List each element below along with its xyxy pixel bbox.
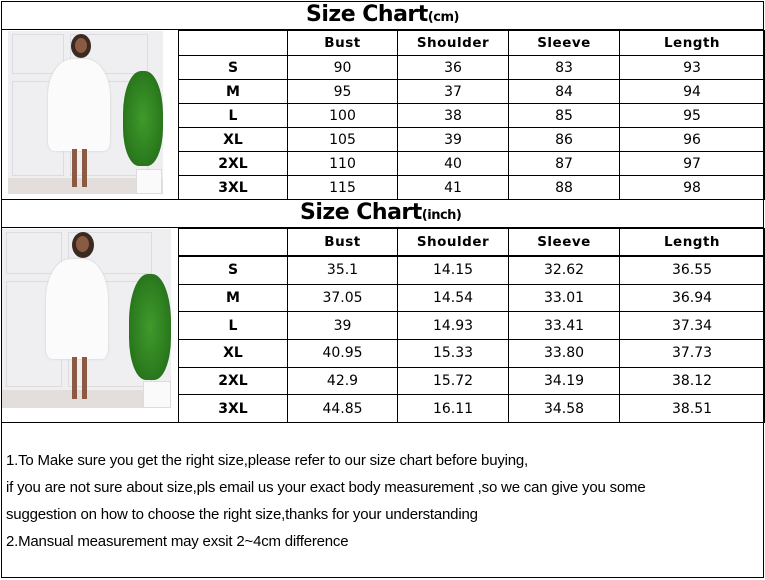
shoulder-cell: 14.15 — [398, 256, 509, 285]
size-cell: L — [179, 104, 288, 128]
divider — [1, 422, 764, 423]
size-cell: 3XL — [179, 395, 288, 423]
size-table-inch — [178, 228, 765, 423]
size-cell: 2XL — [179, 152, 288, 176]
length-cell: 37.34 — [620, 312, 765, 340]
shoulder-cell: 39 — [398, 128, 509, 152]
length-cell: 96 — [620, 128, 765, 152]
table-row — [179, 339, 765, 367]
shoulder-cell: 40 — [398, 152, 509, 176]
header-sleeve: Sleeve — [509, 31, 620, 56]
table-row — [179, 256, 765, 285]
cm-unit-label: (cm) — [427, 10, 459, 25]
shoulder-cell: 37 — [398, 80, 509, 104]
shoulder-cell: 14.93 — [398, 312, 509, 340]
shoulder-cell: 36 — [398, 56, 509, 80]
shoulder-cell: 15.72 — [398, 367, 509, 395]
sleeve-cell: 88 — [509, 176, 620, 200]
table-row — [179, 367, 765, 395]
size-cell: S — [179, 56, 288, 80]
header-sleeve: Sleeve — [509, 229, 620, 256]
size-table-cm — [178, 30, 765, 200]
table-row — [179, 176, 765, 200]
table-row — [179, 80, 765, 104]
bust-cell: 39 — [288, 312, 398, 340]
shoulder-cell: 14.54 — [398, 284, 509, 312]
header-size — [179, 229, 288, 256]
bust-cell: 110 — [288, 152, 398, 176]
sleeve-cell: 83 — [509, 56, 620, 80]
size-cell: M — [179, 284, 288, 312]
table-row — [179, 312, 765, 340]
bust-cell: 44.85 — [288, 395, 398, 423]
sleeve-cell: 85 — [509, 104, 620, 128]
length-cell: 98 — [620, 176, 765, 200]
bust-cell: 42.9 — [288, 367, 398, 395]
table-row — [179, 284, 765, 312]
product-photo-inch — [2, 229, 171, 408]
note-line: suggestion on how to choose the right size,thanks for your understanding — [6, 506, 478, 523]
sleeve-cell: 34.19 — [509, 367, 620, 395]
bust-cell: 40.95 — [288, 339, 398, 367]
sleeve-cell: 33.80 — [509, 339, 620, 367]
sleeve-cell: 84 — [509, 80, 620, 104]
header-shoulder: Shoulder — [398, 229, 509, 256]
inch-chart-title — [300, 200, 461, 225]
table-row — [179, 395, 765, 423]
table-row — [179, 128, 765, 152]
bust-cell: 37.05 — [288, 284, 398, 312]
length-cell: 38.12 — [620, 367, 765, 395]
table-header-row — [179, 31, 765, 56]
header-bust: Bust — [288, 31, 398, 56]
note-line: 2.Mansual measurement may exsit 2~4cm difference — [6, 533, 349, 550]
table-row — [179, 152, 765, 176]
sizing-notes — [6, 447, 645, 555]
size-cell: 2XL — [179, 367, 288, 395]
sleeve-cell: 87 — [509, 152, 620, 176]
header-length: Length — [620, 31, 765, 56]
table-row — [179, 56, 765, 80]
sleeve-cell: 33.01 — [509, 284, 620, 312]
size-cell: XL — [179, 128, 288, 152]
sleeve-cell: 86 — [509, 128, 620, 152]
sleeve-cell: 34.58 — [509, 395, 620, 423]
length-cell: 94 — [620, 80, 765, 104]
note-line: 1.To Make sure you get the right size,please refer to our size chart before buying, — [6, 452, 529, 469]
cm-chart-title — [306, 2, 459, 27]
bust-cell: 115 — [288, 176, 398, 200]
length-cell: 95 — [620, 104, 765, 128]
length-cell: 36.55 — [620, 256, 765, 285]
inch-title-text: Size Chart — [300, 200, 422, 225]
inch-unit-label: (inch) — [421, 208, 462, 223]
size-cell: XL — [179, 339, 288, 367]
header-size — [179, 31, 288, 56]
length-cell: 37.73 — [620, 339, 765, 367]
size-cell: M — [179, 80, 288, 104]
shoulder-cell: 41 — [398, 176, 509, 200]
size-cell: S — [179, 256, 288, 285]
header-shoulder: Shoulder — [398, 31, 509, 56]
shoulder-cell: 38 — [398, 104, 509, 128]
product-photo-cm — [8, 31, 163, 194]
header-length: Length — [620, 229, 765, 256]
bust-cell: 105 — [288, 128, 398, 152]
length-cell: 38.51 — [620, 395, 765, 423]
table-row — [179, 104, 765, 128]
size-cell: 3XL — [179, 176, 288, 200]
sleeve-cell: 32.62 — [509, 256, 620, 285]
shoulder-cell: 15.33 — [398, 339, 509, 367]
header-bust: Bust — [288, 229, 398, 256]
length-cell: 36.94 — [620, 284, 765, 312]
length-cell: 93 — [620, 56, 765, 80]
length-cell: 97 — [620, 152, 765, 176]
bust-cell: 95 — [288, 80, 398, 104]
bust-cell: 35.1 — [288, 256, 398, 285]
table-header-row — [179, 229, 765, 256]
bust-cell: 100 — [288, 104, 398, 128]
sleeve-cell: 33.41 — [509, 312, 620, 340]
size-cell: L — [179, 312, 288, 340]
shoulder-cell: 16.11 — [398, 395, 509, 423]
note-line: if you are not sure about size,pls email us your exact body measurement ,so we can give you some — [6, 479, 646, 496]
cm-title-text: Size Chart — [306, 2, 428, 27]
bust-cell: 90 — [288, 56, 398, 80]
